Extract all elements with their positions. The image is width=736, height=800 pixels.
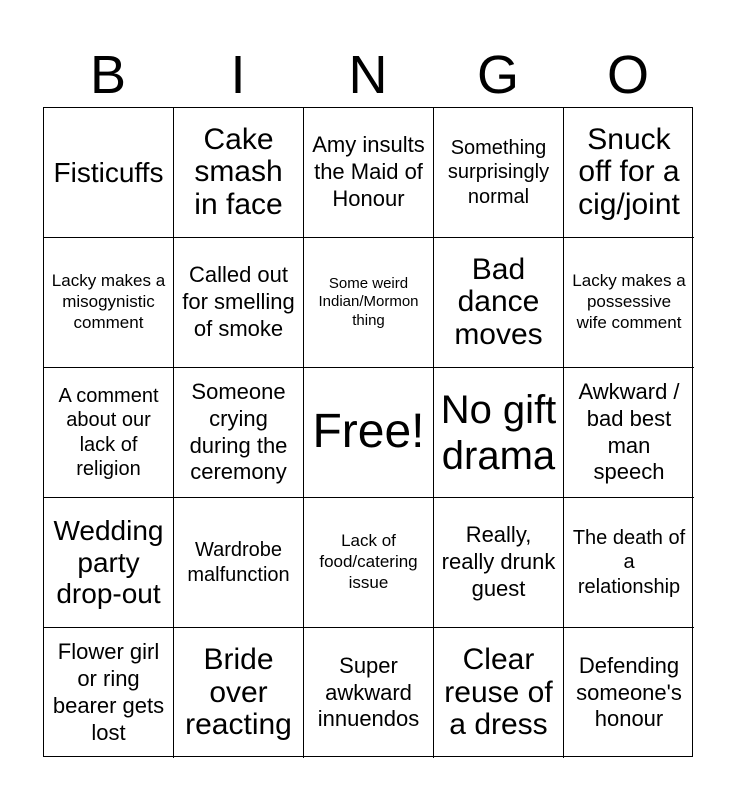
bingo-cell[interactable]: Amy insults the Maid of Honour [304, 108, 434, 238]
bingo-cell[interactable]: Wedding party drop-out [44, 498, 174, 628]
bingo-cell[interactable]: Really, really drunk guest [434, 498, 564, 628]
header-letter-n: N [348, 45, 388, 105]
bingo-cell[interactable]: Flower girl or ring bearer gets lost [44, 628, 174, 758]
header-letter-o: O [606, 45, 649, 105]
bingo-cell[interactable]: Snuck off for a cig/joint [564, 108, 694, 238]
bingo-cell[interactable]: Lacky makes a misogynistic comment [44, 238, 174, 368]
bingo-cell[interactable]: Fisticuffs [44, 108, 174, 238]
bingo-cell[interactable]: Called out for smelling of smoke [174, 238, 304, 368]
bingo-cell[interactable]: Clear reuse of a dress [434, 628, 564, 758]
bingo-cell[interactable]: Something surprisingly normal [434, 108, 564, 238]
bingo-card [43, 107, 693, 757]
bingo-cell[interactable]: Cake smash in face [174, 108, 304, 238]
header-letter-g: G [476, 45, 519, 105]
bingo-cell[interactable]: Someone crying during the ceremony [174, 368, 304, 498]
bingo-cell-free[interactable]: Free! [304, 368, 434, 498]
header-letter-i: I [230, 45, 246, 105]
bingo-cell[interactable]: Bad dance moves [434, 238, 564, 368]
bingo-cell[interactable]: Lacky makes a possessive wife comment [564, 238, 694, 368]
bingo-header [43, 44, 693, 106]
bingo-cell[interactable]: Super awkward innuendos [304, 628, 434, 758]
bingo-cell[interactable]: Defending someone's honour [576, 652, 682, 732]
bingo-cell[interactable]: Bride over reacting [174, 628, 304, 758]
bingo-cell[interactable]: The death of a relationship [564, 498, 694, 628]
bingo-cell[interactable]: Awkward / bad best man speech [564, 368, 694, 498]
bingo-cell[interactable]: Wardrobe malfunction [174, 498, 304, 628]
bingo-cell[interactable]: Lack of food/catering issue [304, 498, 434, 628]
header-letter-b: B [89, 45, 127, 105]
bingo-cell[interactable]: A comment about our lack of religion [44, 368, 174, 498]
bingo-cell[interactable]: Some weird Indian/Mormon thing [304, 238, 434, 368]
bingo-cell[interactable]: No gift drama [434, 368, 564, 498]
